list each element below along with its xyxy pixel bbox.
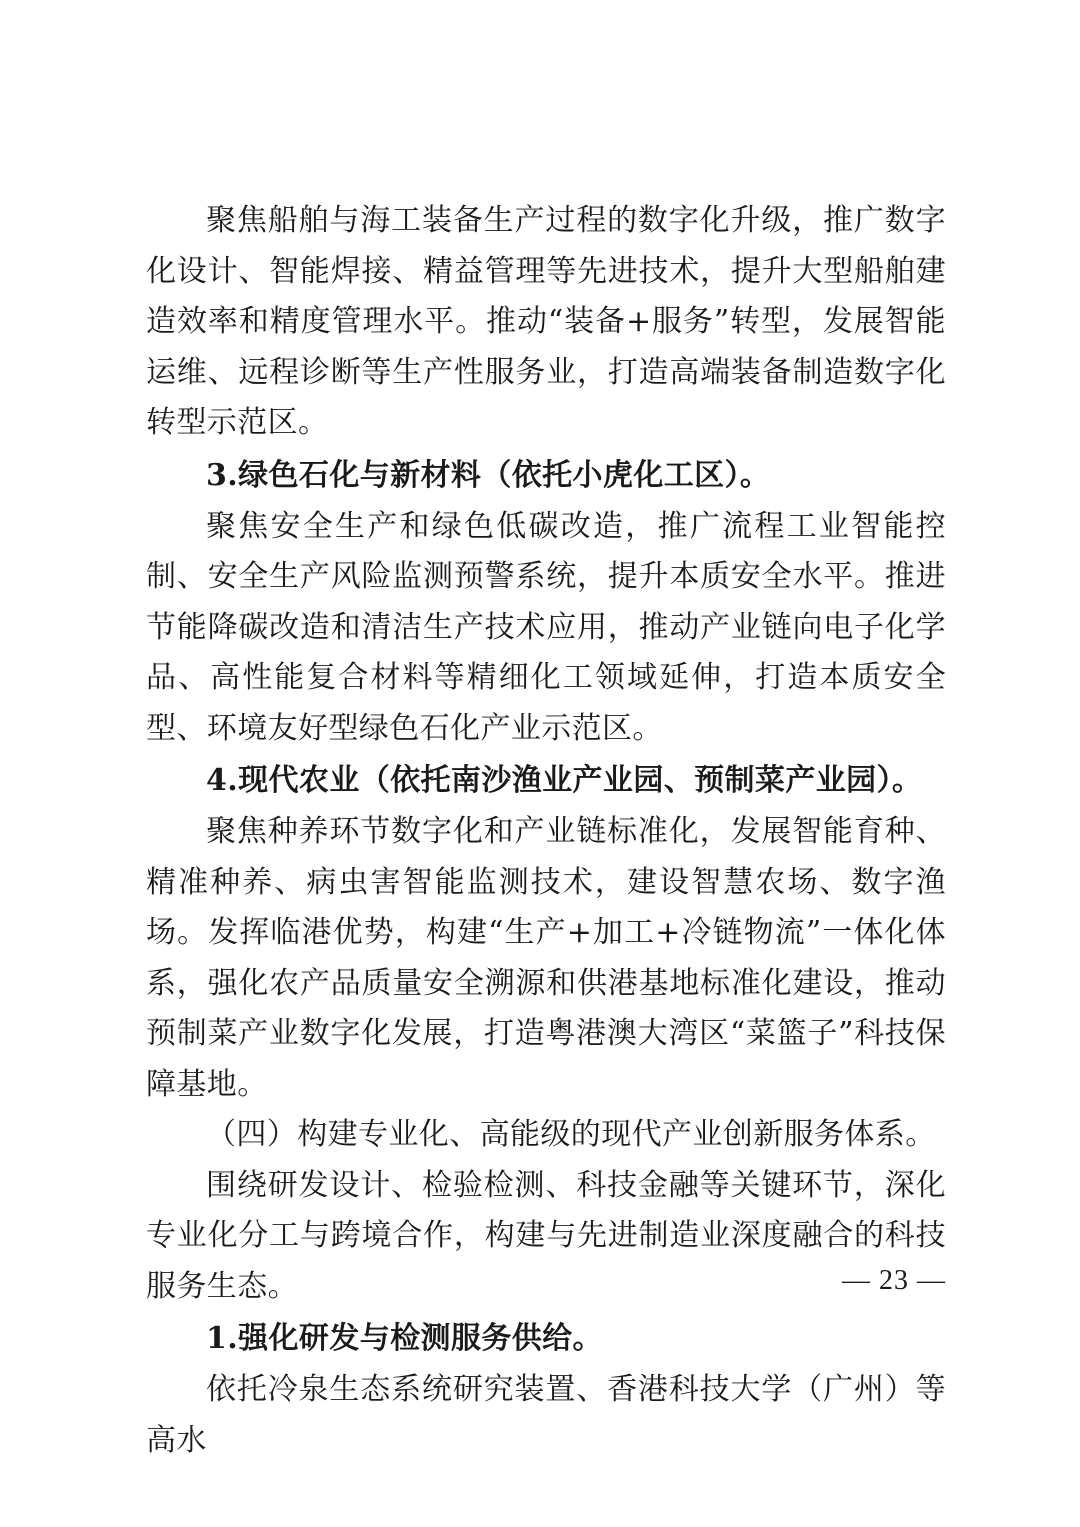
section-heading-innovation-service: （四）构建专业化、高能级的现代产业创新服务体系。 bbox=[206, 1117, 936, 1152]
paragraph-rd-testing: 依托冷泉生态系统研究装置、香港科技大学（广州）等高水 bbox=[146, 1372, 946, 1458]
page-number: — 23 — bbox=[842, 1265, 946, 1296]
paragraph-innovation-service: 围绕研发设计、检验检测、科技金融等关键环节，深化专业化分工与跨境合作，构建与先进制造业深度融合的科技服务生态。 bbox=[146, 1167, 946, 1304]
paragraph-marine-equipment: 聚焦船舶与海工装备生产过程的数字化升级，推广数字化设计、智能焊接、精益管理等先进技术，提升大型船舶建造效率和精度管理水平。推动“装备+服务”转型，发展智能运维、远程诊断等生产性服务业，打造高端装备制造数字化转型示范区。 bbox=[146, 203, 946, 440]
document-page bbox=[146, 196, 946, 1466]
paragraph-green-petrochemical: 聚焦安全生产和绿色低碳改造，推广流程工业智能控制、安全生产风险监测预警系统，提升本质安全水平。推进节能降碳改造和清洁生产技术应用，推动产业链向电子化学品、高性能复合材料等精细化工领域延伸，打造本质安全型、环境友好型绿色石化产业示范区。 bbox=[146, 508, 946, 746]
paragraph-modern-agriculture: 聚焦种养环节数字化和产业链标准化，发展智能育种、精准种养、病虫害智能监测技术，建设智慧农场、数字渔场。发挥临港优势，构建“生产+加工+冷链物流”一体化体系，强化农产品质量安全溯源和供港基地标准化建设，推动预制菜产业数字化发展，打造粤港澳大湾区“菜篮子”科技保障基地。 bbox=[146, 814, 946, 1102]
heading-green-petrochemical: 3.绿色石化与新材料（依托小虎化工区）。 bbox=[206, 457, 771, 493]
heading-rd-testing: 1.强化研发与检测服务供给。 bbox=[206, 1321, 603, 1356]
heading-modern-agriculture: 4.现代农业（依托南沙渔业产业园、预制菜产业园）。 bbox=[206, 763, 923, 798]
